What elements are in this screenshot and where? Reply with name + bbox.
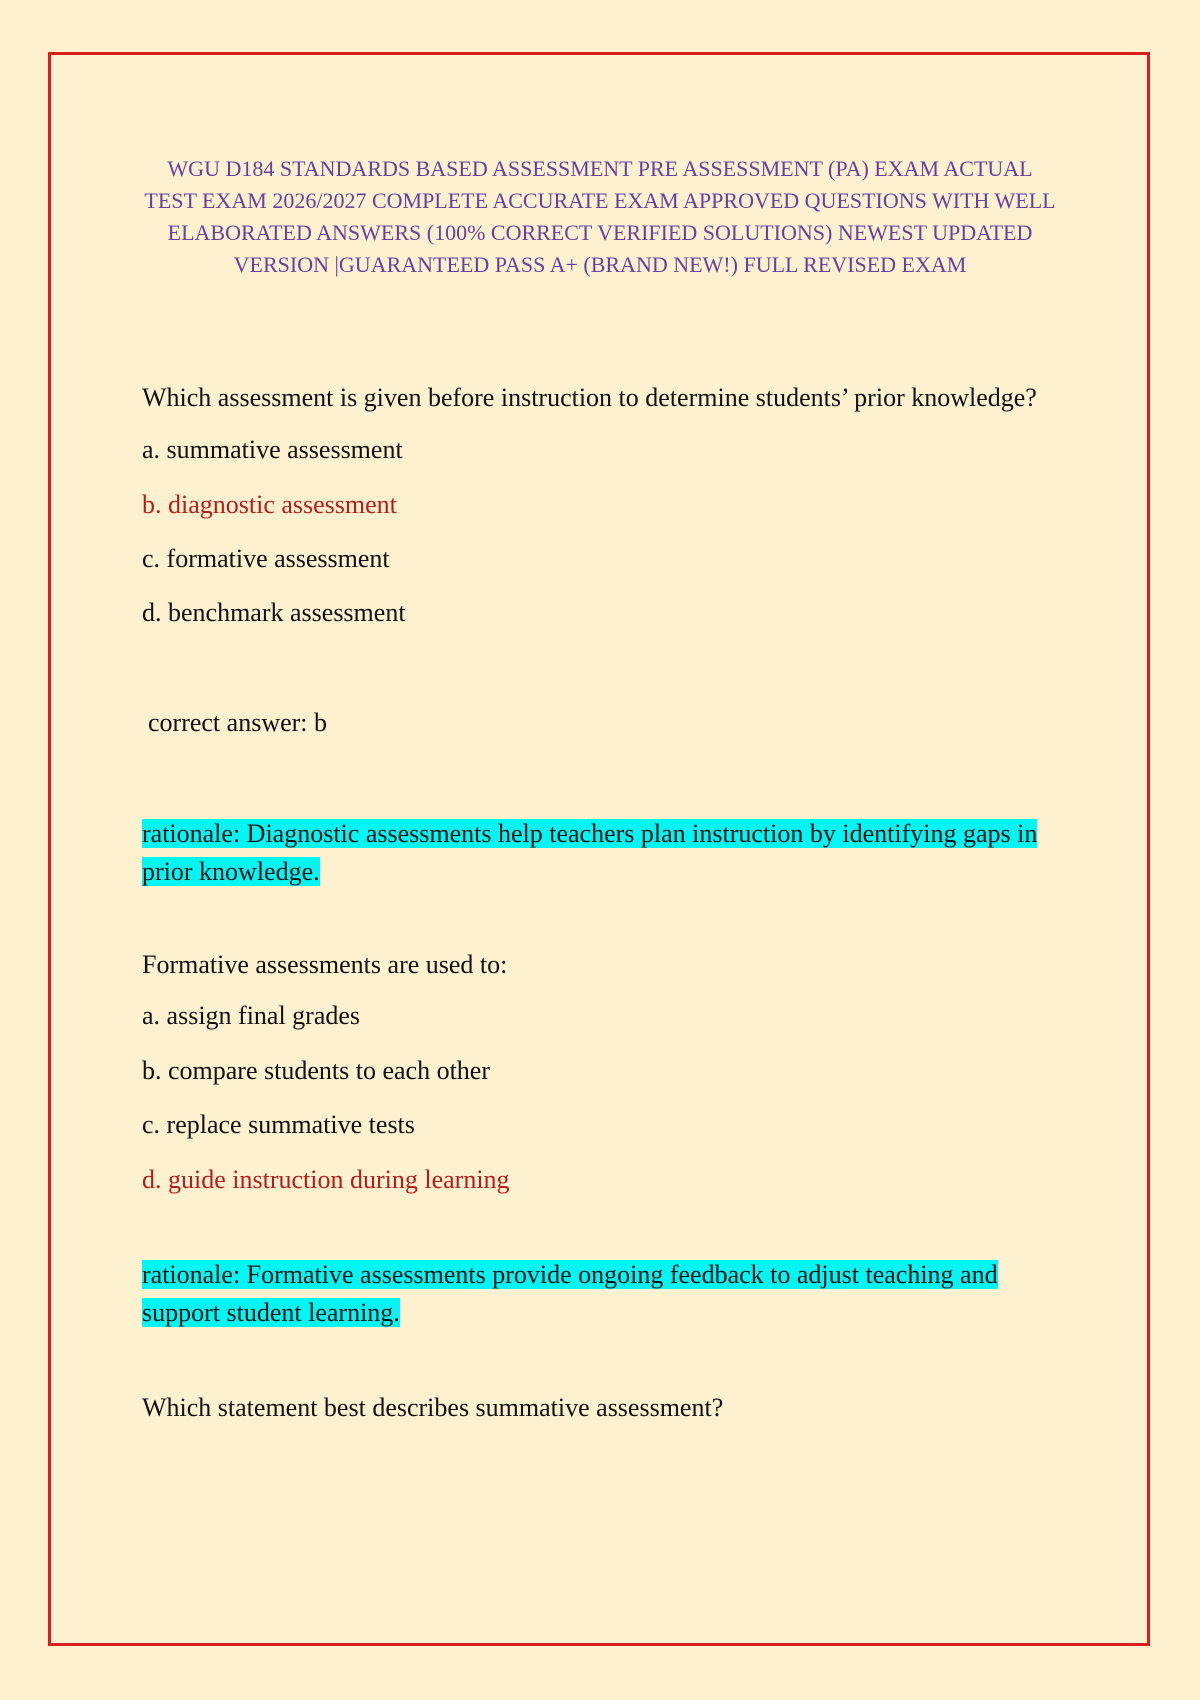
question-2-option-d-correct: d. guide instruction during learning [142,1165,510,1194]
question-1-option-d: d. benchmark assessment [142,598,406,627]
question-1-text: Which assessment is given before instruction to determine students’ prior knowledge? [142,383,1037,412]
question-2-option-c: c. replace summative tests [142,1110,415,1139]
question-2-option-a: a. assign final grades [142,1001,361,1030]
question-1-option-b-correct: b. diagnostic assessment [142,490,397,519]
question-2-text: Formative assessments are used to: [142,950,508,979]
question-2-option-b: b. compare students to each other [142,1056,490,1085]
document-title: WGU D184 STANDARDS BASED ASSESSMENT PRE ASSESSMENT (PA) EXAM ACTUAL TEST EXAM 2026/2027 COMPLETE ACCURATE EXAM APPROVED QUESTIONS WITH WELL ELABORATED ANSWERS (100% CORRECT VERIFIED SOLUTIONS) NEWEST UPDATED VERSION |GUARANTEED PASS A+ (BRAND NEW!) FULL REVISED EXAM [144,156,1056,277]
document-body [142,378,1072,1427]
question-1-correct-answer: correct answer: b [148,708,328,737]
question-2-rationale [142,1256,1072,1332]
question-1-rationale [142,815,1072,891]
rationale-highlight: rationale: Formative assessments provide ongoing feedback to adjust teaching and support student learning. [142,1260,998,1327]
question-1-option-a: a. summative assessment [142,435,403,464]
rationale-highlight: rationale: Diagnostic assessments help teachers plan instruction by identifying gaps in prior knowledge. [142,819,1038,886]
question-3-text: Which statement best describes summative assessment? [142,1393,724,1422]
question-1-option-c: c. formative assessment [142,544,390,573]
